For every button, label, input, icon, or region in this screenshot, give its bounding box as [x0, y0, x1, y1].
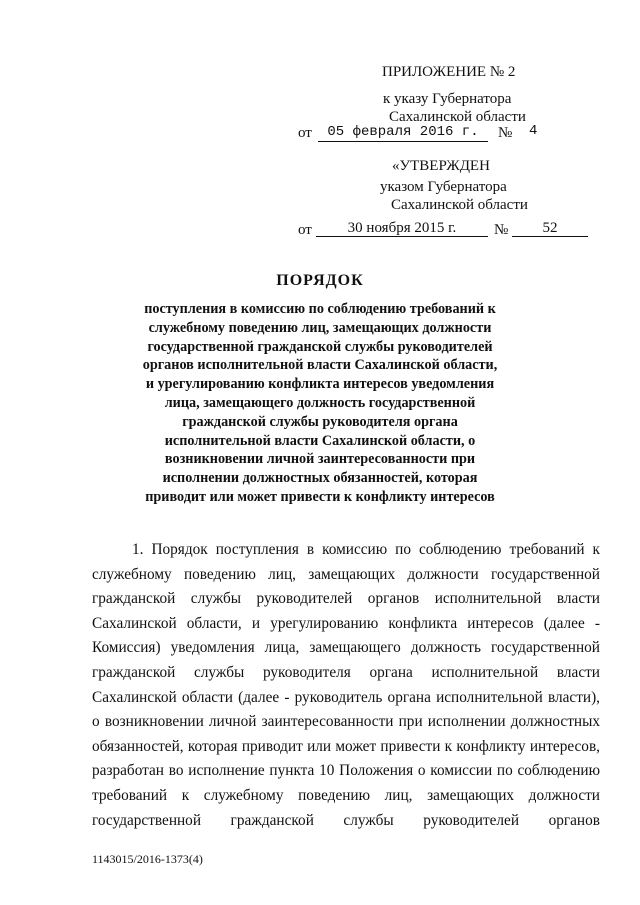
subtitle-line: государственной гражданской службы руководителей — [147, 338, 493, 355]
subtitle-line: лица, замещающего должность государственной — [164, 394, 476, 411]
body-paragraph — [92, 538, 600, 833]
body-line: служебному поведению лиц, замещающих должности государственной — [92, 565, 600, 583]
subtitle-line: и урегулированию конфликта интересов уведомления — [145, 376, 495, 393]
appendix-to-decree: к указу Губернатора — [383, 91, 512, 107]
approved-number-field — [512, 219, 588, 237]
body-line: гражданской службы руководителей органов исполнительной власти — [92, 590, 600, 608]
subtitle-line: поступления в комиссию по соблюдению требований к — [144, 301, 496, 317]
body-line: Комиссия) уведомления лица, замещающего должность государственной — [92, 639, 600, 657]
document-title: ПОРЯДОК — [276, 272, 364, 289]
body-line: гражданской службы руководителя органа исполнительной власти — [92, 663, 600, 681]
subtitle-line: служебному поведению лиц, замещающих должности — [148, 319, 492, 336]
appendix-region: Сахалинской области — [389, 109, 526, 125]
subtitle-line: гражданской службы руководителя органа — [182, 413, 458, 430]
body-line: Сахалинской области (далее - руководитель органа исполнительной власти), — [92, 688, 600, 706]
approved-date: 30 ноября 2015 г. — [316, 219, 488, 237]
body-line: обязанностей, которая приводит или может привести к конфликту интересов, — [92, 737, 600, 755]
approved-by-decree: указом Губернатора — [380, 179, 507, 195]
subtitle-line: приводит или может привести к конфликту интересов — [145, 488, 495, 505]
body-line: требований к служебному поведению лиц, замещающих должности — [92, 786, 600, 804]
approved-from-label: от — [298, 222, 312, 238]
body-line: государственной гражданской службы руководителей органов — [92, 811, 600, 829]
body-line: о возникновении личной заинтересованности при исполнении должностных — [92, 713, 600, 731]
document-id: 1143015/2016-1373(4) — [92, 852, 203, 866]
body-line: разработан во исполнение пункта 10 Положения о комиссии по соблюдению — [92, 762, 600, 780]
subtitle-line: исполнительной власти Сахалинской области, о — [164, 432, 476, 449]
subtitle-line: исполнении должностных обязанностей, которая — [162, 470, 478, 487]
document-subtitle — [130, 300, 510, 507]
appendix-from-label: от — [298, 125, 312, 141]
approved-date-field — [316, 219, 488, 237]
approved-region: Сахалинской области — [391, 197, 528, 213]
approved-title: «УТВЕРЖДЕН — [392, 158, 490, 174]
appendix-date: 05 февраля 2016 г. — [318, 124, 488, 142]
appendix-number-label: № — [498, 125, 513, 141]
appendix-title: ПРИЛОЖЕНИЕ № 2 — [382, 64, 516, 80]
approved-number: 52 — [512, 219, 588, 237]
subtitle-line: органов исполнительной власти Сахалинской области, — [142, 357, 498, 374]
subtitle-line: возникновении личной заинтересованности при — [164, 451, 476, 468]
body-line: 1. Порядок поступления в комиссию по соблюдению требований к — [132, 541, 600, 558]
body-line: Сахалинской области, и урегулированию конфликта интересов (далее - — [92, 614, 600, 632]
approved-number-label: № — [494, 222, 509, 238]
appendix-date-field — [318, 122, 488, 142]
appendix-number: 4 — [529, 123, 538, 139]
